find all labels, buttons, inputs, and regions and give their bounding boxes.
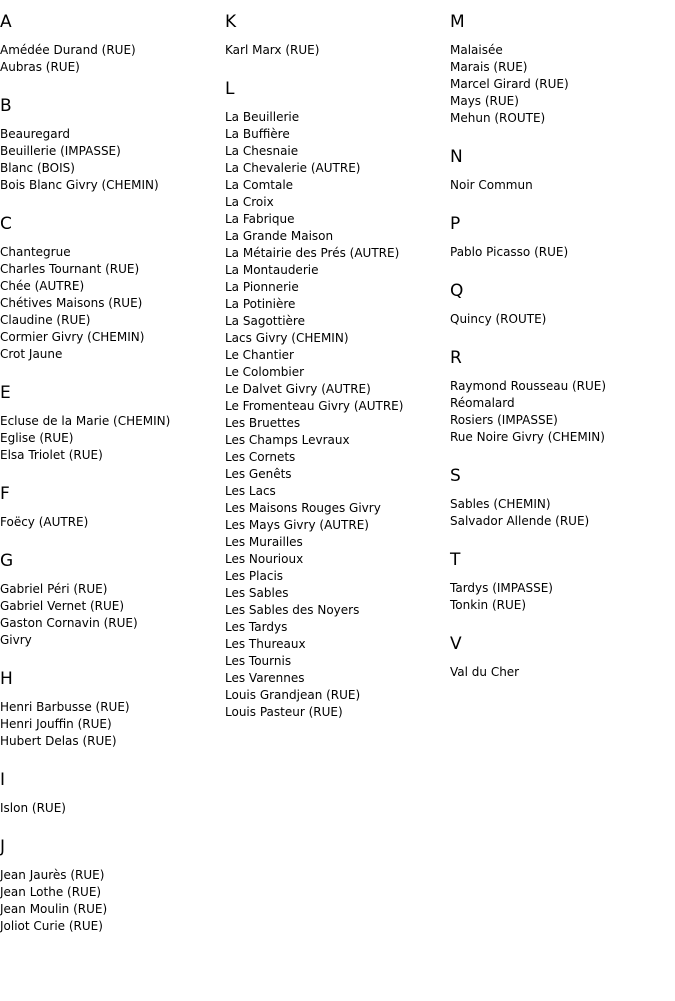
letter-group-h xyxy=(0,669,220,750)
letter-group-r xyxy=(450,348,670,446)
street-link[interactable]: La Comtale xyxy=(225,178,294,192)
street-link[interactable]: Gabriel Vernet (RUE) xyxy=(0,599,125,613)
street-link[interactable]: Blanc (BOIS) xyxy=(0,161,75,175)
letter-heading: I xyxy=(0,770,6,790)
street-link[interactable]: La Montauderie xyxy=(225,263,319,277)
street-link[interactable]: Mays (RUE) xyxy=(450,94,519,108)
street-link[interactable]: Le Colombier xyxy=(225,365,305,379)
street-link[interactable]: Jean Jaurès (RUE) xyxy=(0,868,105,882)
street-list xyxy=(450,244,670,261)
street-list xyxy=(450,664,670,681)
street-link[interactable]: Jean Moulin (RUE) xyxy=(0,902,108,916)
street-link[interactable]: Islon (RUE) xyxy=(0,801,66,815)
street-list xyxy=(0,581,220,649)
street-link[interactable]: Le Chantier xyxy=(225,348,294,362)
letter-group-n xyxy=(450,147,670,194)
letter-group-t xyxy=(450,550,670,614)
street-link[interactable]: Eglise (RUE) xyxy=(0,431,74,445)
letter-heading: C xyxy=(0,214,12,234)
street-index-column-3 xyxy=(450,12,670,701)
letter-group-k xyxy=(225,12,445,59)
street-link[interactable]: Joliot Curie (RUE) xyxy=(0,919,103,933)
letter-group-g xyxy=(0,551,220,649)
street-link[interactable]: La Chesnaie xyxy=(225,144,299,158)
street-list xyxy=(450,580,670,614)
street-link[interactable]: Foëcy (AUTRE) xyxy=(0,515,89,529)
letter-heading: G xyxy=(0,551,14,571)
street-link[interactable]: Malaisée xyxy=(450,43,503,57)
street-link[interactable]: Chée (AUTRE) xyxy=(0,279,85,293)
street-link[interactable]: La Grande Maison xyxy=(225,229,334,243)
street-link[interactable]: Noir Commun xyxy=(450,178,533,192)
street-list xyxy=(225,42,445,59)
street-link[interactable]: Ecluse de la Marie (CHEMIN) xyxy=(0,414,171,428)
street-link[interactable]: Claudine (RUE) xyxy=(0,313,91,327)
letter-heading: M xyxy=(450,12,465,32)
street-link[interactable]: Karl Marx (RUE) xyxy=(225,43,320,57)
street-link[interactable]: Les Thureaux xyxy=(225,637,306,651)
street-link[interactable]: La Chevalerie (AUTRE) xyxy=(225,161,361,175)
street-link[interactable]: Rue Noire Givry (CHEMIN) xyxy=(450,430,605,444)
letter-heading: P xyxy=(450,214,461,234)
letter-heading: V xyxy=(450,634,462,654)
street-link[interactable]: Sables (CHEMIN) xyxy=(450,497,551,511)
street-link[interactable]: Tonkin (RUE) xyxy=(450,598,527,612)
letter-heading: A xyxy=(0,12,12,32)
street-link[interactable]: Lacs Givry (CHEMIN) xyxy=(225,331,349,345)
letter-group-f xyxy=(0,484,220,531)
street-link[interactable]: Salvador Allende (RUE) xyxy=(450,514,590,528)
letter-heading: B xyxy=(0,96,12,116)
street-list xyxy=(0,800,220,817)
letter-heading: F xyxy=(0,484,10,504)
street-link[interactable]: Les Murailles xyxy=(225,535,303,549)
street-link[interactable]: Chétives Maisons (RUE) xyxy=(0,296,143,310)
letter-heading: J xyxy=(0,837,6,857)
street-link[interactable]: Réomalard xyxy=(450,396,515,410)
street-link[interactable]: Les Lacs xyxy=(225,484,276,498)
street-list xyxy=(0,244,220,363)
street-list xyxy=(0,514,220,531)
street-link[interactable]: Les Bruettes xyxy=(225,416,301,430)
street-link[interactable]: Les Varennes xyxy=(225,671,305,685)
letter-group-v xyxy=(450,634,670,681)
letter-group-j xyxy=(0,837,220,935)
street-link[interactable]: La Beuillerie xyxy=(225,110,300,124)
street-link[interactable]: Quincy (ROUTE) xyxy=(450,312,547,326)
letter-heading: N xyxy=(450,147,463,167)
street-list xyxy=(0,867,220,935)
street-link[interactable]: Henri Barbusse (RUE) xyxy=(0,700,130,714)
letter-heading: K xyxy=(225,12,237,32)
street-link[interactable]: Crot Jaune xyxy=(0,347,63,361)
letter-group-i xyxy=(0,770,220,817)
letter-group-q xyxy=(450,281,670,328)
street-link[interactable]: Hubert Delas (RUE) xyxy=(0,734,117,748)
street-link[interactable]: Louis Pasteur (RUE) xyxy=(225,705,343,719)
street-link[interactable]: Charles Tournant (RUE) xyxy=(0,262,140,276)
street-link[interactable]: Raymond Rousseau (RUE) xyxy=(450,379,607,393)
street-list xyxy=(450,378,670,446)
street-list xyxy=(0,126,220,194)
street-link[interactable]: Gabriel Péri (RUE) xyxy=(0,582,108,596)
street-link[interactable]: Mehun (ROUTE) xyxy=(450,111,546,125)
street-link[interactable]: Les Sables des Noyers xyxy=(225,603,360,617)
street-link[interactable]: Gaston Cornavin (RUE) xyxy=(0,616,138,630)
street-list xyxy=(450,177,670,194)
street-link[interactable]: La Pionnerie xyxy=(225,280,299,294)
street-list xyxy=(0,413,220,464)
street-link[interactable]: Beauregard xyxy=(0,127,70,141)
street-link[interactable]: Amédée Durand (RUE) xyxy=(0,43,136,57)
letter-heading: S xyxy=(450,466,461,486)
street-link[interactable]: Jean Lothe (RUE) xyxy=(0,885,102,899)
street-link[interactable]: La Fabrique xyxy=(225,212,295,226)
street-list xyxy=(450,42,670,127)
street-link[interactable]: Louis Grandjean (RUE) xyxy=(225,688,361,702)
street-link[interactable]: Pablo Picasso (RUE) xyxy=(450,245,569,259)
street-index-column-2 xyxy=(225,12,445,741)
street-link[interactable]: Givry xyxy=(0,633,32,647)
letter-group-l xyxy=(225,79,445,721)
letter-heading: L xyxy=(225,79,235,99)
street-link[interactable]: Val du Cher xyxy=(450,665,520,679)
street-link[interactable]: Tardys (IMPASSE) xyxy=(450,581,553,595)
street-link[interactable]: La Croix xyxy=(225,195,274,209)
street-link[interactable]: Les Tournis xyxy=(225,654,292,668)
street-link[interactable]: Les Placis xyxy=(225,569,284,583)
letter-group-a xyxy=(0,12,220,76)
street-link[interactable]: Le Dalvet Givry (AUTRE) xyxy=(225,382,371,396)
street-link[interactable]: Cormier Givry (CHEMIN) xyxy=(0,330,145,344)
street-link[interactable]: Henri Jouffin (RUE) xyxy=(0,717,112,731)
letter-group-c xyxy=(0,214,220,363)
street-link[interactable]: Elsa Triolet (RUE) xyxy=(0,448,103,462)
street-link[interactable]: Rosiers (IMPASSE) xyxy=(450,413,558,427)
street-link[interactable]: Beuillerie (IMPASSE) xyxy=(0,144,121,158)
letter-heading: Q xyxy=(450,281,464,301)
letter-group-m xyxy=(450,12,670,127)
street-link[interactable]: Les Nourioux xyxy=(225,552,304,566)
street-link[interactable]: Les Sables xyxy=(225,586,289,600)
street-link[interactable]: Chantegrue xyxy=(0,245,71,259)
letter-heading: H xyxy=(0,669,13,689)
street-list xyxy=(225,109,445,721)
street-link[interactable]: Les Tardys xyxy=(225,620,288,634)
street-link[interactable]: La Sagottière xyxy=(225,314,305,328)
letter-heading: E xyxy=(0,383,11,403)
street-link[interactable]: La Buffière xyxy=(225,127,290,141)
street-link[interactable]: Aubras (RUE) xyxy=(0,60,80,74)
street-link[interactable]: Le Fromenteau Givry (AUTRE) xyxy=(225,399,404,413)
letter-group-s xyxy=(450,466,670,530)
street-link[interactable]: Les Mays Givry (AUTRE) xyxy=(225,518,369,532)
street-list xyxy=(0,699,220,750)
street-link[interactable]: La Métairie des Prés (AUTRE) xyxy=(225,246,400,260)
street-link[interactable]: Les Genêts xyxy=(225,467,292,481)
letter-heading: T xyxy=(450,550,461,570)
street-list xyxy=(450,496,670,530)
street-link[interactable]: Marcel Girard (RUE) xyxy=(450,77,569,91)
street-list xyxy=(0,42,220,76)
street-list xyxy=(450,311,670,328)
street-link[interactable]: Les Maisons Rouges Givry xyxy=(225,501,381,515)
street-link[interactable]: Marais (RUE) xyxy=(450,60,528,74)
street-link[interactable]: Les Cornets xyxy=(225,450,296,464)
letter-group-p xyxy=(450,214,670,261)
letter-group-b xyxy=(0,96,220,194)
street-link[interactable]: Les Champs Levraux xyxy=(225,433,350,447)
street-link[interactable]: La Potinière xyxy=(225,297,296,311)
letter-heading: R xyxy=(450,348,462,368)
street-index-column-1 xyxy=(0,12,220,955)
letter-group-e xyxy=(0,383,220,464)
street-link[interactable]: Bois Blanc Givry (CHEMIN) xyxy=(0,178,159,192)
